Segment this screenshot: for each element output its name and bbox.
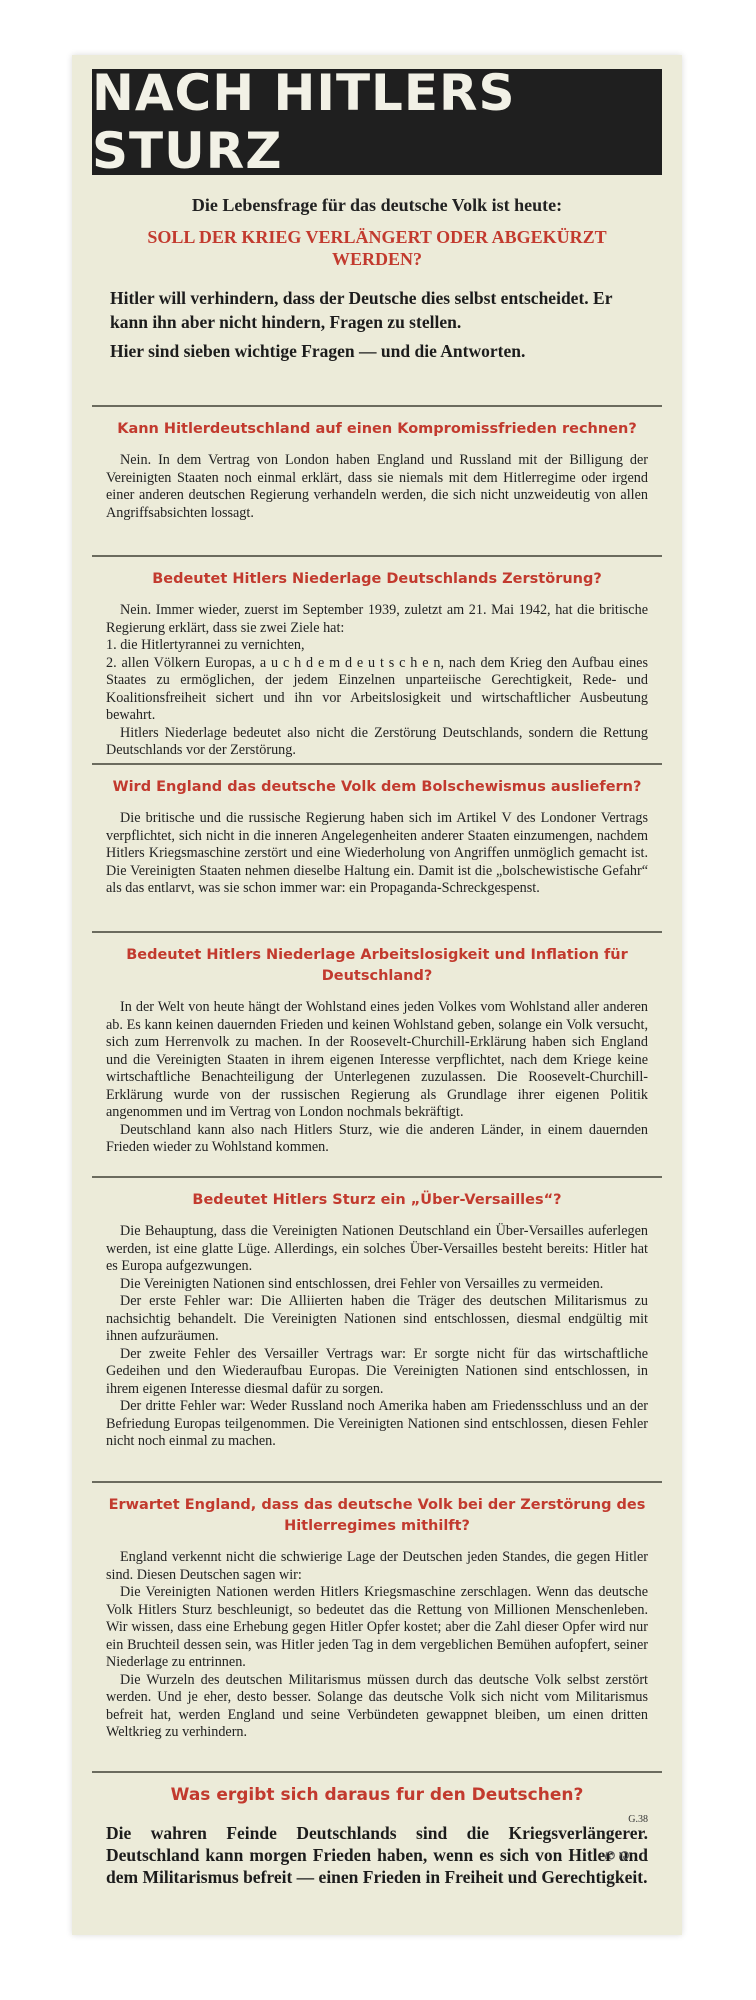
section-paragraph: 2. allen Völkern Europas, a u c h d e m d e u t s c h e n, nach dem Krieg den Aufbau eines Staates zu ermöglichen, der jedem Einzelnen unparteiische Gerechtigkeit, Rede- und Koalitionsfreiheit sichert und ihn vor Arbeitslosigkeit und wirtschaftlicher Ausbeutung bewahrt. xyxy=(106,654,648,723)
section-heading: Bedeutet Hitlers Niederlage Arbeitslosigkeit und Inflation für Deutschland? xyxy=(126,947,628,984)
leaflet xyxy=(72,55,682,1935)
section-paragraph: Die Vereinigten Nationen sind entschlossen, drei Fehler von Versailles zu vermeiden. xyxy=(120,1275,604,1292)
section-paragraph: 1. die Hitlertyrannei zu vernichten, xyxy=(106,637,305,653)
section-heading: Erwartet England, dass das deutsche Volk bei der Zerstörung des Hitlerregimes mithilft? xyxy=(108,1497,646,1534)
final-text: Die wahren Feinde Deutschlands sind die Kriegsverlängerer. Deutschland kann morgen Frieden haben, wenn es sich von Hitler und dem Militarismus befreit — einen Frieden in Freiheit und Gerechtigkeit. xyxy=(106,1823,648,1887)
section-body xyxy=(106,1549,648,1742)
section-body xyxy=(106,999,648,1157)
leaflet-content xyxy=(92,64,662,1935)
section-paragraph: Die Wurzeln des deutschen Militarismus müssen durch das deutsche Volk selbst zerstört werden. Und je eher, desto besser. Solange das deutsche Volk sich nicht vom Militarismus befreit hat, werden England und seine Verbündeten gewappnet bleiben, um einen dritten Weltkrieg zu verhindern. xyxy=(106,1671,648,1740)
section-paragraph: Der dritte Fehler war: Weder Russland noch Amerika haben am Friedensschluss und an der Befriedung Europas teilgenommen. Die Vereinigten Nationen sind entschlossen, diesen Fehler nicht noch einmal zu machen. xyxy=(106,1398,648,1449)
section-5 xyxy=(92,1176,662,1481)
section-paragraph: Nein. In dem Vertrag von London haben England und Russland mit der Billigung der Vereinigten Staaten noch einmal erklärt, dass sie niemals mit dem Hitlerregime oder irgend einer anderen deutschen Regierung verhandeln werden, die sich nicht unzweideutig von allen Angriffsabsichten lossagt. xyxy=(106,452,648,521)
section-heading: Wird England das deutsche Volk dem Bolschewismus ausliefern? xyxy=(112,779,642,795)
leaflet-title: NACH HITLERS STURZ xyxy=(92,69,662,175)
intro-question: SOLL DER KRIEG VERLÄNGERT ODER ABGEKÜRZT WERDEN? xyxy=(147,227,607,269)
intro-paragraph: Hitler will verhindern, dass der Deutsche dies selbst entscheidet. Er kann ihn aber nicht hindern, Fragen zu stellen. xyxy=(110,288,613,332)
section-body xyxy=(106,810,648,898)
section-paragraph: England verkennt nicht die schwierige Lage der Deutschen jeden Standes, die gegen Hitler sind. Diesen Deutschen sagen wir: xyxy=(106,1549,648,1583)
section-body xyxy=(106,452,648,522)
intro-paragraph-2: Hier sind sieben wichtige Fragen — und die Antworten. xyxy=(110,341,526,361)
section-paragraph: In der Welt von heute hängt der Wohlstand eines jeden Volkes vom Wohlstand aller anderen ab. Es kann keinen dauernden Frieden und keinen Wohlstand geben, solange ein Volk versucht, sich zum Herrenvolk zu machen. In der Roosevelt-Churchill-Erklärung haben sich England und die Vereinigten Staaten in ihrem eigenen Interesse verpflichtet, nach dem Kriege keine wirtschaftliche Benachteiligung der Unterlegenen zuzulassen. Die Roosevelt-Churchill-Erklärung wurde von der russischen Regierung als Grundlage ihrer eigenen Politik angenommen und im Vertrag von London nochmals bekräftigt. xyxy=(106,999,648,1120)
section-body xyxy=(106,1223,648,1451)
intro xyxy=(92,175,662,405)
section-4 xyxy=(92,931,662,1176)
section-paragraph: Die Vereinigten Nationen werden Hitlers Kriegsmaschine zerschlagen. Wenn das deutsche Volk Hitlers Sturz beschleunigt, so bedeutet das die Rettung von Millionen Menschenleben. Wir wissen, dass eine Erhebung gegen Hitler Opfer kostet; aber die Zahl dieser Opfer wird nur ein Bruchteil dessen sein, was Hitler jeden Tag in dem vergeblichen Bemühen aufopfert, seiner Niederlage zu entrinnen. xyxy=(106,1584,648,1670)
section-paragraph: Der erste Fehler war: Die Alliierten haben die Träger des deutschen Militarismus zu nachsichtig behandelt. Die Vereinigten Nationen sind entschlossen, diesmal endgültig mit ihnen aufzuräumen. xyxy=(106,1293,648,1344)
section-body xyxy=(106,602,648,760)
section-paragraph: Nein. Immer wieder, zuerst im September 1939, zuletzt am 21. Mai 1942, hat die britische Regierung erklärt, dass sie zwei Ziele hat: xyxy=(106,602,648,636)
intro-question-lead: Die Lebensfrage für das deutsche Volk ist heute: xyxy=(191,195,563,215)
section-heading: Kann Hitlerdeutschland auf einen Kompromissfrieden rechnen? xyxy=(117,421,637,437)
section-heading: Bedeutet Hitlers Niederlage Deutschlands Zerstörung? xyxy=(152,571,602,587)
handwritten-mark-icon xyxy=(602,1845,642,1865)
section-heading: Bedeutet Hitlers Sturz ein „Über-Versailles“? xyxy=(192,1192,562,1208)
final-section xyxy=(92,1771,662,1921)
section-1 xyxy=(92,405,662,555)
print-code: G.38 xyxy=(628,1814,648,1825)
section-paragraph: Hitlers Niederlage bedeutet also nicht die Zerstörung Deutschlands, sondern die Rettung Deutschlands vor der Zerstörung. xyxy=(106,724,648,758)
section-2 xyxy=(92,555,662,763)
final-heading: Was ergibt sich daraus fur den Deutschen? xyxy=(170,1785,584,1805)
section-6 xyxy=(92,1481,662,1771)
section-3 xyxy=(92,763,662,931)
section-paragraph: Die Behauptung, dass die Vereinigten Nationen Deutschland ein Über-Versailles auferlegen werden, ist eine glatte Lüge. Allerdings, ein solches Über-Versailles besteht bereits: Hitler hat es Europa aufgezwungen. xyxy=(106,1223,648,1274)
section-paragraph: Der zweite Fehler des Versailler Vertrags war: Er sorgte nicht für das wirtschaftliche Gedeihen und den Wiederaufbau Europas. Die Vereinigten Nationen sind entschlossen, in ihrem eigenen Interesse diesmal dafür zu sorgen. xyxy=(106,1345,648,1397)
section-paragraph: Die britische und die russische Regierung haben sich im Artikel V des Londoner Vertrags verpflichtet, sich nicht in die inneren Angelegenheiten anderer Staaten einzumengen, nachdem Hitlers Kriegsmaschine zerstört und eine Wiederholung von Angriffen unmöglich gemacht ist. Die Vereinigten Staaten nehmen dieselbe Haltung ein. Damit ist die „bolschewistische Gefahr“ als das entlarvt, was sie schon immer war: ein Propaganda-Schreckgespenst. xyxy=(106,810,648,896)
section-paragraph: Deutschland kann also nach Hitlers Sturz, wie die anderen Länder, in einem dauernden Frieden wieder zu Wohlstand kommen. xyxy=(106,1121,648,1155)
